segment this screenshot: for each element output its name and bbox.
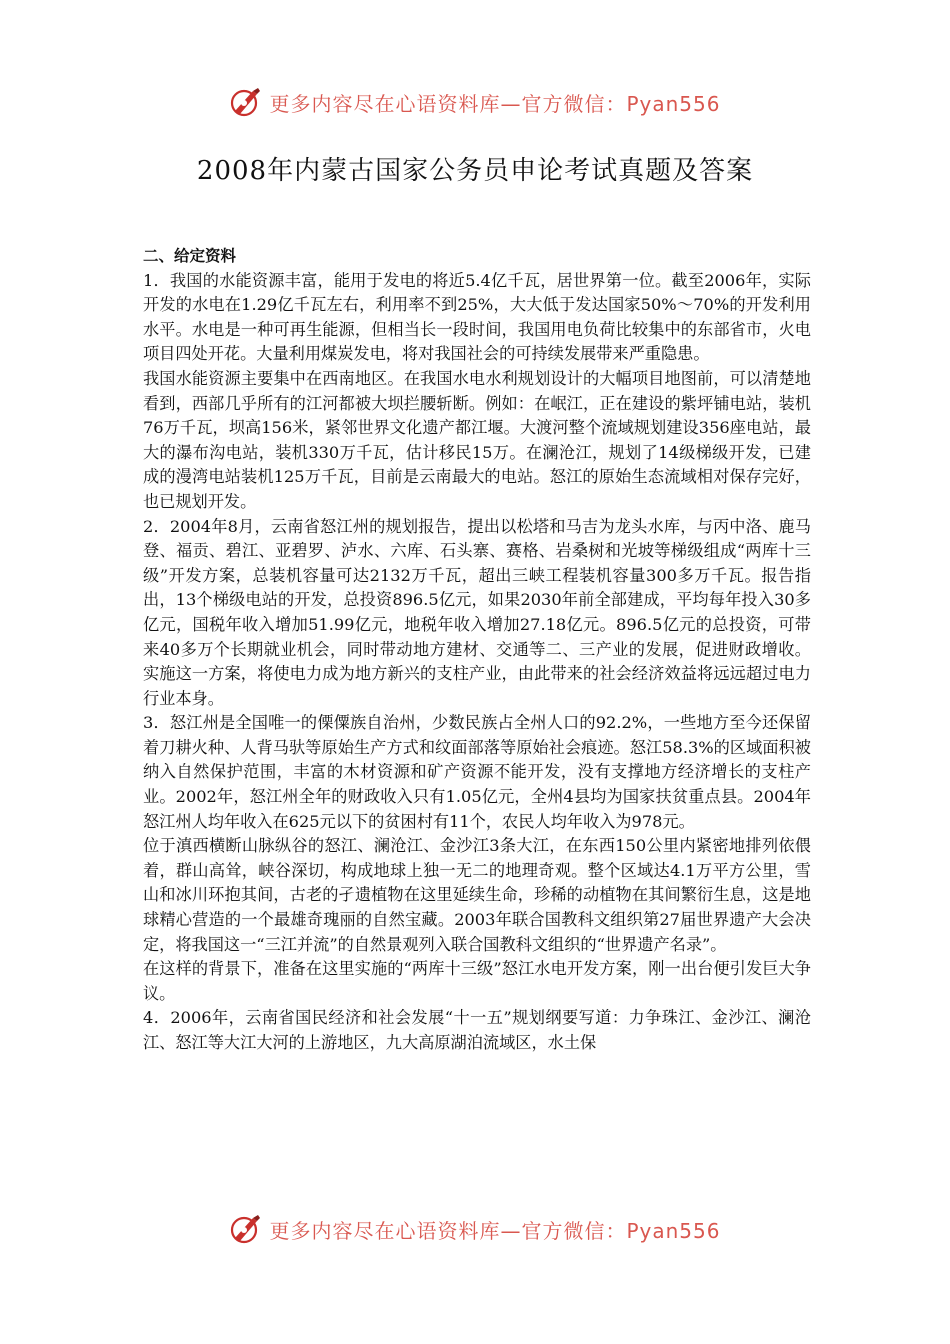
paragraph-7: 4．2006年，云南省国民经济和社会发展“十一五”规划纲要写道：力争珠江、金沙江、澜沧江、怒江等大江大河的上游地区，九大高原湖泊流域区，水土保 [143,1008,811,1052]
paragraph-1: 1．我国的水能资源丰富，能用于发电的将近5.4亿千瓦，居世界第一位。截至2006年，实际开发的水电在1.29亿千瓦左右，利用率不到25%，大大低于发达国家50%～70%的开发利用水平。水电是一种可再生能源，但相当长一段时间，我国用电负荷比较集中的东部省市，火电项目四处开花。大量利用煤炭发电，将对我国社会的可持续发展带来严重隐患。 [143,270,811,364]
document-title: 2008年内蒙古国家公务员申论考试真题及答案 [196,156,754,186]
watermark-banner-bottom [0,1207,950,1251]
watermark-text: 更多内容尽在心语资料库—官方微信：Pyan556 [269,1218,721,1243]
paragraph-5: 位于滇西横断山脉纵谷的怒江、澜沧江、金沙江3条大江，在东西150公里内紧密地排列依偎着，群山高耸，峡谷深切，构成地球上独一无二的地理奇观。整个区域达4.1万平方公里，雪山和冰川环抱其间，古老的孑遗植物在这里延续生命，珍稀的动植物在其间繁衍生息，这是地球精心营造的一个最雄奇瑰丽的自然宝藏。2003年联合国教科文组织第27届世界遗产大会决定，将我国这一“三江并流”的自然景观列入联合国教科文组织的“世界遗产名录”。 [143,836,811,954]
paragraph-4: 3．怒江州是全国唯一的傈僳族自治州，少数民族占全州人口的92.2%，一些地方至今还保留着刀耕火种、人背马驮等原始生产方式和纹面部落等原始社会痕迹。怒江58.3%的区域面积被纳入自然保护范围，丰富的木材资源和矿产资源不能开发，没有支撑地方经济增长的支柱产业。2002年，怒江州全年的财政收入只有1.05亿元，全州4县均为国家扶贫重点县。2004年怒江州人均年收入在625元以下的贫困村有11个，农民人均年收入为978元。 [143,713,811,831]
section-heading: 二、给定资料 [143,247,237,265]
watermark-banner-top [0,80,950,124]
pen-logo-icon [229,1212,263,1246]
pen-logo-icon [229,85,263,119]
paragraph-2: 我国水能资源主要集中在西南地区。在我国水电水利规划设计的大幅项目地图前，可以清楚地看到，西部几乎所有的江河都被大坝拦腰斩断。例如：在岷江，正在建设的紫坪铺电站，装机76万千瓦，坝高156米，紧邻世界文化遗产都江堰。大渡河整个流域规划建设356座电站，最大的瀑布沟电站，装机330万千瓦，估计移民15万。在澜沧江，规划了14级梯级开发，已建成的漫湾电站装机125万千瓦，目前是云南最大的电站。怒江的原始生态流域相对保存完好，也已规划开发。 [143,368,811,511]
document-body [143,244,811,1056]
paragraph-6: 在这样的背景下，准备在这里实施的“两库十三级”怒江水电开发方案，刚一出台便引发巨大争议。 [143,959,811,1003]
watermark-text: 更多内容尽在心语资料库—官方微信：Pyan556 [269,91,721,116]
paragraph-3: 2．2004年8月，云南省怒江州的规划报告，提出以松塔和马吉为龙头水库，与丙中洛、鹿马登、福贡、碧江、亚碧罗、泸水、六库、石头寨、赛格、岩桑树和光坡等梯级组成“两库十三级”开发方案，总装机容量可达2132万千瓦，超出三峡工程装机容量300多万千瓦。报告指出，13个梯级电站的开发，总投资896.5亿元，如果2030年前全部建成，平均每年投入30多亿元，国税年收入增加51.99亿元，地税年收入增加27.18亿元。896.5亿元的总投资，可带来40多万个长期就业机会，同时带动地方建材、交通等二、三产业的发展，促进财政增收。实施这一方案，将使电力成为地方新兴的支柱产业，由此带来的社会经济效益将远远超过电力行业本身。 [143,516,811,708]
